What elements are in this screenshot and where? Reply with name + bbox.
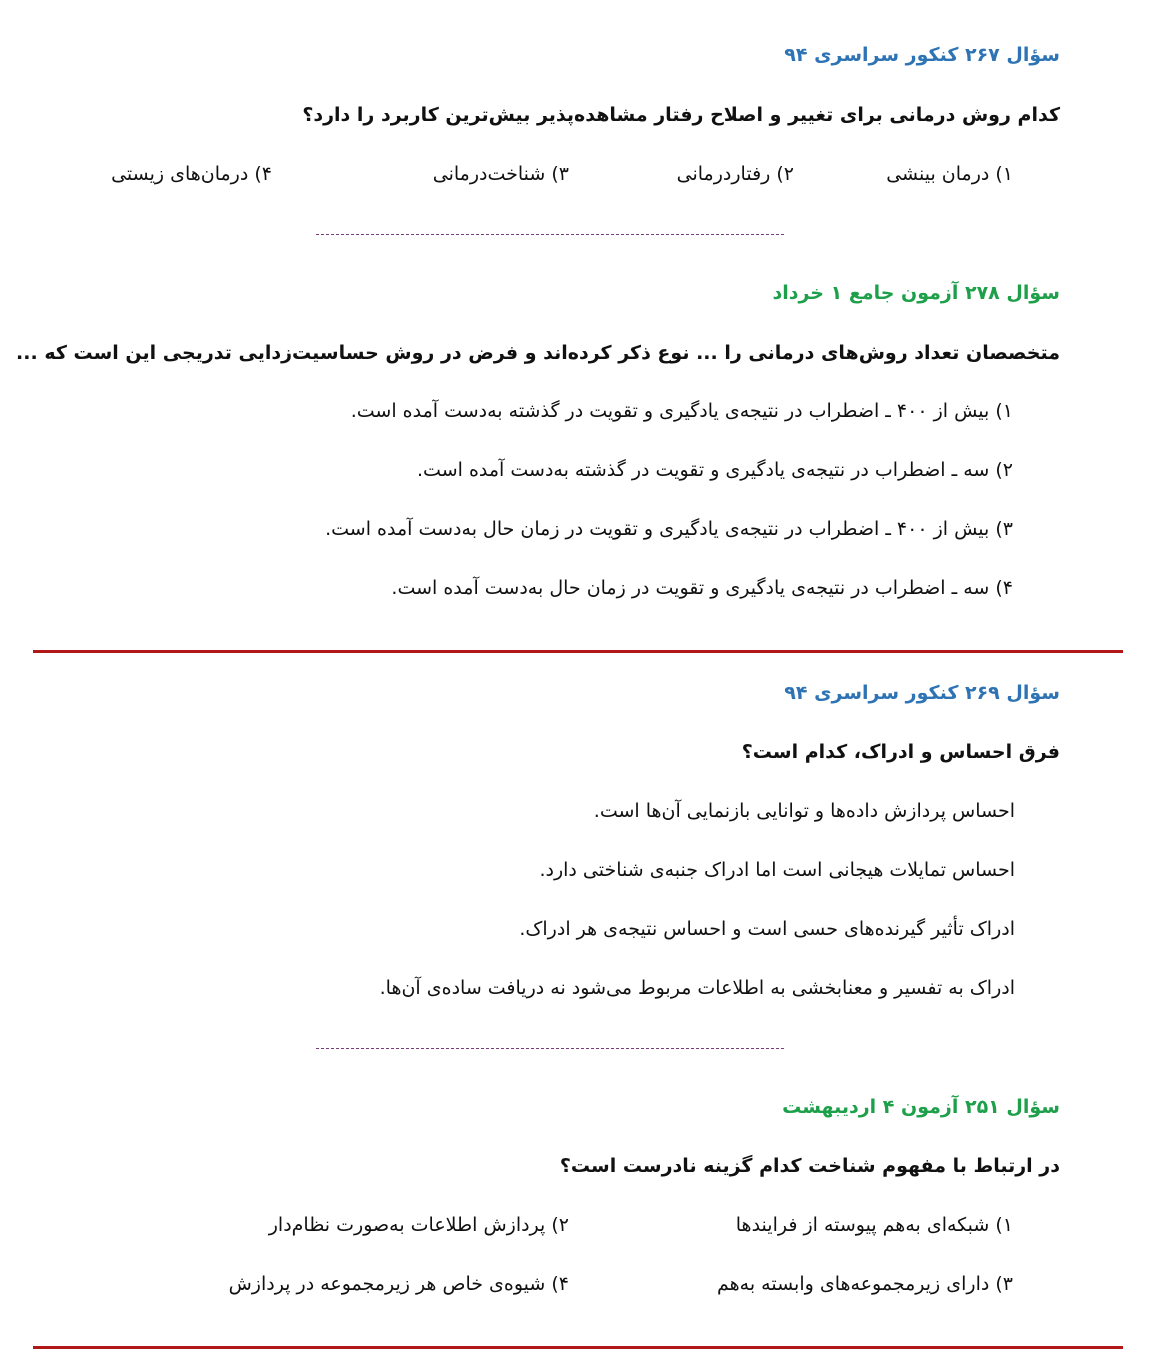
q2-option-4[interactable]: ۴) سه ـ اضطراب در نتیجه‌ی یادگیری و تقویت در زمان حال به‌دست آمده است. (391, 577, 1013, 599)
q4-option-4[interactable]: ۴) شیوه‌ی خاص هر زیرمجموعه در پردازش (228, 1273, 569, 1295)
q4-option-3[interactable]: ۳) دارای زیرمجموعه‌های وابسته به‌هم (717, 1273, 1013, 1295)
q4-option-2[interactable]: ۲) پردازش اطلاعات به‌صورت نظام‌دار (268, 1214, 569, 1236)
q4-option-1[interactable]: ۱) شبکه‌ای به‌هم پیوسته از فرایندها (735, 1214, 1013, 1236)
q1-question: کدام روش درمانی برای تغییر و اصلاح رفتار مشاهده‌پذیر بیش‌ترین کاربرد را دارد؟ (302, 104, 1060, 126)
q2-question: متخصصان تعداد روش‌های درمانی را ... نوع ذکر کرده‌اند و فرض در روش حساسیت‌زدایی تدریجی این است که ... (16, 342, 1060, 364)
q4-title: سؤال ۲۵۱ آزمون ۴ اردیبهشت (782, 1096, 1060, 1118)
q3-option-4[interactable]: ادراک به تفسیر و معنابخشی به اطلاعات مربوط می‌شود نه دریافت ساده‌ی آن‌ها. (379, 977, 1015, 999)
q3-option-3[interactable]: ادراک تأثیر گیرنده‌های حسی است و احساس نتیجه‌ی هر ادراک. (519, 918, 1015, 940)
q2-option-1[interactable]: ۱) بیش از ۴۰۰ ـ اضطراب در نتیجه‌ی یادگیری و تقویت در گذشته به‌دست آمده است. (350, 400, 1013, 422)
section-separator (33, 650, 1123, 653)
q3-option-1[interactable]: احساس پردازش داده‌ها و توانایی بازنمایی آن‌ها است. (593, 800, 1015, 822)
q1-option-3[interactable]: ۳) شناخت‌درمانی (432, 163, 569, 185)
q1-title: سؤال ۲۶۷ کنکور سراسری ۹۴ (784, 44, 1060, 66)
q2-option-3[interactable]: ۳) بیش از ۴۰۰ ـ اضطراب در نتیجه‌ی یادگیری و تقویت در زمان حال به‌دست آمده است. (325, 518, 1013, 540)
section-separator (33, 1346, 1123, 1349)
dashed-divider (316, 234, 784, 235)
q1-option-4[interactable]: ۴) درمان‌های زیستی (111, 163, 272, 185)
q1-option-2[interactable]: ۲) رفتاردرمانی (676, 163, 794, 185)
q4-question: در ارتباط با مفهوم شناخت کدام گزینه نادرست است؟ (559, 1155, 1060, 1177)
q2-option-2[interactable]: ۲) سه ـ اضطراب در نتیجه‌ی یادگیری و تقویت در گذشته به‌دست آمده است. (417, 459, 1013, 481)
q2-title: سؤال ۲۷۸ آزمون جامع ۱ خرداد (772, 282, 1060, 304)
q1-option-1[interactable]: ۱) درمان بینشی (886, 163, 1013, 185)
q3-option-2[interactable]: احساس تمایلات هیجانی است اما ادراک جنبه‌ی شناختی دارد. (539, 859, 1015, 881)
q3-question: فرق احساس و ادراک، کدام است؟ (741, 741, 1060, 763)
q3-title: سؤال ۲۶۹ کنکور سراسری ۹۴ (784, 682, 1060, 704)
dashed-divider (316, 1048, 784, 1049)
